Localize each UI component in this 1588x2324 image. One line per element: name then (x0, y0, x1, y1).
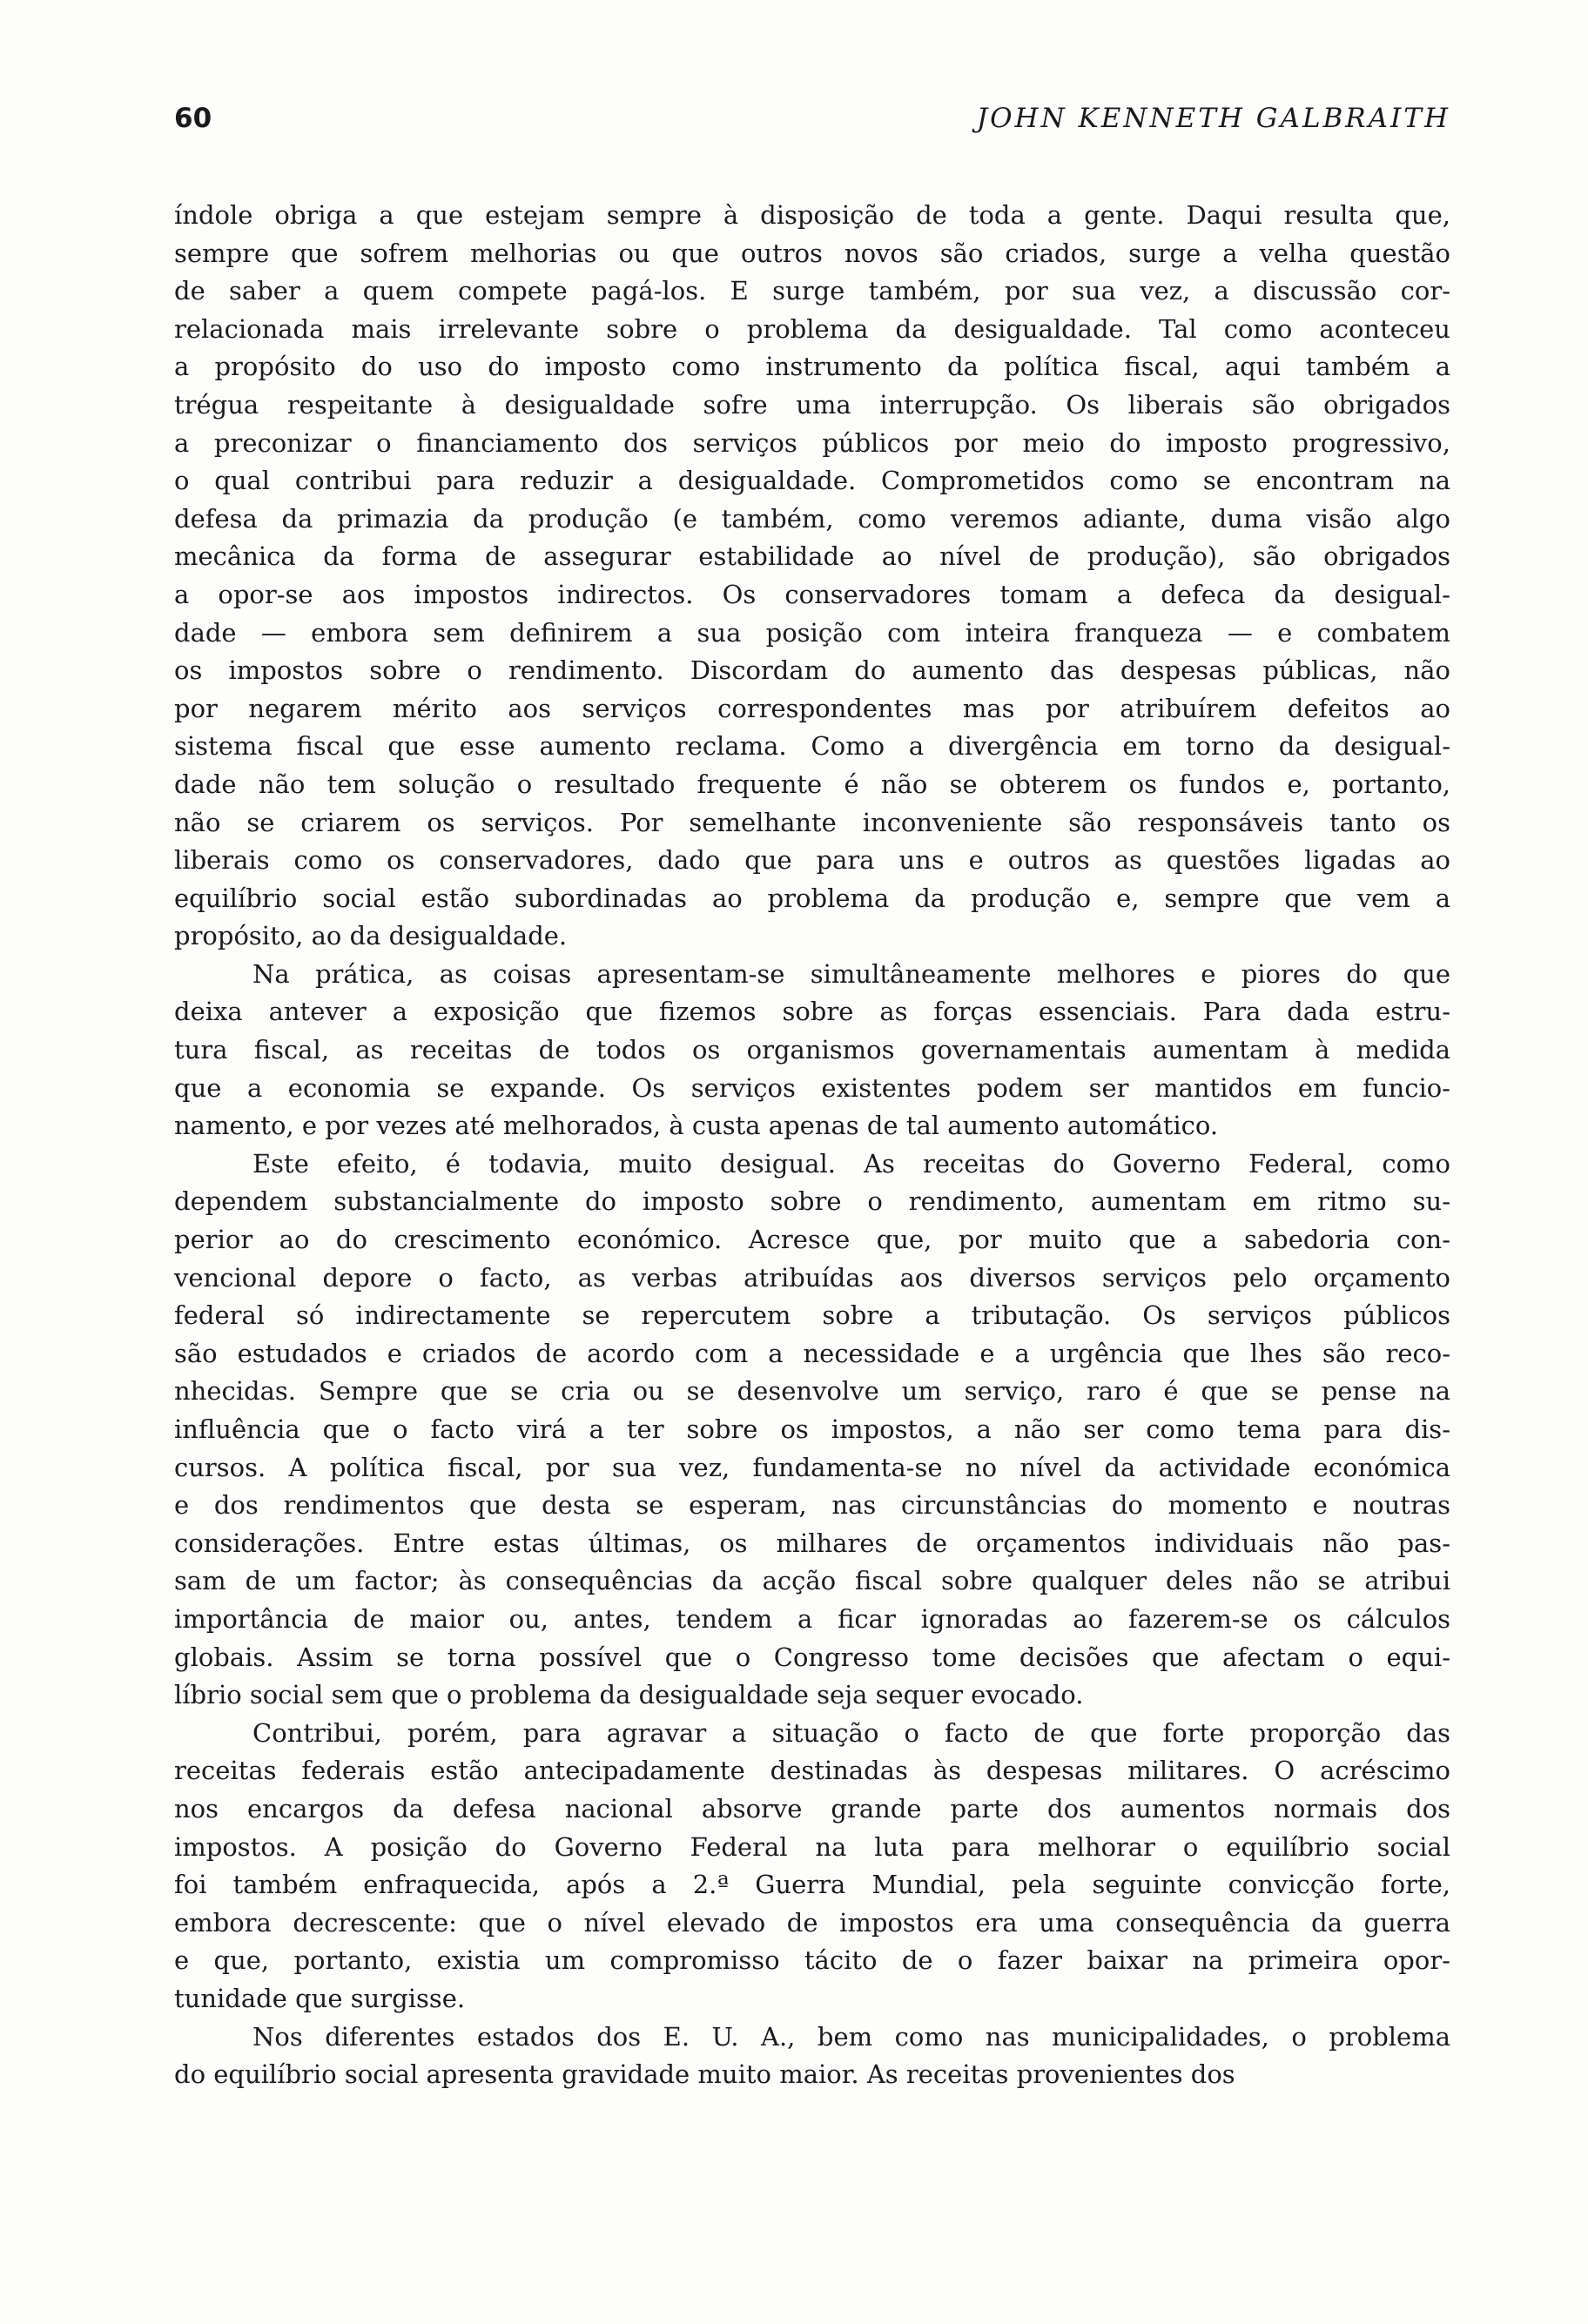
body-text (174, 197, 1450, 2094)
text-line: foi também enfraquecida, após a 2.ª Guerra Mundial, pela seguinte convicção forte, (174, 1870, 1450, 1900)
text-line: federal só indirectamente se repercutem sobre a tributação. Os serviços públicos (174, 1300, 1450, 1331)
text-line: dade — embora sem definirem a sua posição com inteira franqueza — e combatem (174, 617, 1450, 648)
paragraph (174, 197, 1450, 956)
text-line: relacionada mais irrelevante sobre o problema da desigualdade. Tal como aconteceu (174, 313, 1450, 344)
text-line: mecânica da forma de assegurar estabilidade ao nível de produção), são obrigados (174, 541, 1450, 572)
text-line: a opor-se aos impostos indirectos. Os conservadores tomam a defeca da desigual- (174, 579, 1450, 609)
text-line: não se criarem os serviços. Por semelhante inconveniente são responsáveis tanto os (174, 807, 1450, 837)
text-line: líbrio social sem que o problema da desigualdade seja sequer evocado. (174, 1680, 1084, 1710)
text-line: de saber a quem compete pagá-los. E surge também, por sua vez, a discussão cor- (174, 276, 1450, 306)
page-number: 60 (174, 103, 212, 134)
text-line: o qual contribui para reduzir a desigualdade. Comprometidos como se encontram na (174, 466, 1450, 496)
text-line: Nos diferentes estados dos E. U. A., bem como nas municipalidades, o problema (252, 2021, 1450, 2052)
text-line: embora decrescente: que o nível elevado de impostos era uma consequência da guerra (174, 1907, 1450, 1938)
text-line: dade não tem solução o resultado frequente é não se obterem os fundos e, portanto, (174, 769, 1450, 799)
text-line: Na prática, as coisas apresentam-se simultâneamente melhores e piores do que (252, 958, 1450, 989)
text-line: propósito, ao da desigualdade. (174, 921, 568, 951)
text-line: sam de um factor; às consequências da acção fiscal sobre qualquer deles não se atribui (174, 1566, 1450, 1596)
text-line: considerações. Entre estas últimas, os milhares de orçamentos individuais não pas- (174, 1528, 1450, 1558)
text-line: importância de maior ou, antes, tendem a ficar ignoradas ao fazerem-se os cálculos (174, 1603, 1450, 1634)
text-line: Contribui, porém, para agravar a situação o facto de que forte proporção das (252, 1717, 1450, 1748)
text-line: e dos rendimentos que desta se esperam, nas circunstâncias do momento e noutras (174, 1490, 1450, 1521)
paragraph (174, 1145, 1450, 1715)
text-line: cursos. A política fiscal, por sua vez, fundamenta-se no nível da actividade económica (174, 1452, 1450, 1482)
text-line: impostos. A posição do Governo Federal na luta para melhorar o equilíbrio social (174, 1831, 1450, 1862)
text-line: dependem substancialmente do imposto sobre o rendimento, aumentam em ritmo su- (174, 1186, 1450, 1217)
running-title: JOHN KENNETH GALBRAITH (976, 103, 1450, 134)
text-line: liberais como os conservadores, dado que para uns e outros as questões ligadas ao (174, 845, 1450, 876)
text-line: índole obriga a que estejam sempre à disposição de toda a gente. Daqui resulta que, (174, 200, 1450, 230)
text-line: perior ao do crescimento económico. Acresce que, por muito que a sabedoria con- (174, 1225, 1450, 1255)
paragraph (174, 2018, 1450, 2094)
text-line: defesa da primazia da produção (e também, como veremos adiante, duma visão algo (174, 503, 1450, 534)
text-line: do equilíbrio social apresenta gravidade muito maior. As receitas provenientes dos (174, 2059, 1235, 2090)
text-line: por negarem mérito aos serviços correspondentes mas por atribuírem defeitos ao (174, 693, 1450, 723)
text-line: nhecidas. Sempre que se cria ou se desenvolve um serviço, raro é que se pense na (174, 1376, 1450, 1407)
running-head (174, 103, 1450, 141)
text-line: nos encargos da defesa nacional absorve grande parte dos aumentos normais dos (174, 1793, 1450, 1824)
text-line: influência que o facto virá a ter sobre os impostos, a não ser como tema para dis- (174, 1414, 1450, 1444)
text-line: Este efeito, é todavia, muito desigual. As receitas do Governo Federal, como (252, 1148, 1450, 1179)
text-line: sempre que sofrem melhorias ou que outros novos são criados, surge a velha questão (174, 238, 1450, 268)
text-line: que a economia se expande. Os serviços existentes podem ser mantidos em funcio- (174, 1072, 1450, 1103)
text-line: vencional depore o facto, as verbas atribuídas aos diversos serviços pelo orçamento (174, 1262, 1450, 1293)
paragraph (174, 956, 1450, 1145)
text-line: globais. Assim se torna possível que o Congresso tome decisões que afectam o equi- (174, 1642, 1450, 1672)
text-line: tunidade que surgisse. (174, 1983, 466, 2013)
paragraph (174, 1715, 1450, 2018)
text-line: receitas federais estão antecipadamente destinadas às despesas militares. O acréscimo (174, 1756, 1450, 1786)
text-line: os impostos sobre o rendimento. Discordam do aumento das despesas públicas, não (174, 655, 1450, 686)
text-line: são estudados e criados de acordo com a necessidade e a urgência que lhes são reco- (174, 1338, 1450, 1368)
text-line: e que, portanto, existia um compromisso tácito de o fazer baixar na primeira opor- (174, 1945, 1450, 1976)
text-line: a preconizar o financiamento dos serviços públicos por meio do imposto progressivo, (174, 427, 1450, 458)
text-line: sistema fiscal que esse aumento reclama. Como a divergência em torno da desigual- (174, 731, 1450, 762)
text-line: tura fiscal, as receitas de todos os organismos governamentais aumentam à medida (174, 1035, 1450, 1065)
text-line: trégua respeitante à desigualdade sofre uma interrupção. Os liberais são obrigados (174, 389, 1450, 420)
text-line: a propósito do uso do imposto como instrumento da política fiscal, aqui também a (174, 352, 1450, 382)
text-line: namento, e por vezes até melhorados, à custa apenas de tal aumento automático. (174, 1111, 1219, 1141)
text-line: deixa antever a exposição que fizemos sobre as forças essenciais. Para dada estru- (174, 997, 1450, 1027)
text-line: equilíbrio social estão subordinadas ao problema da produção e, sempre que vem a (174, 883, 1450, 913)
